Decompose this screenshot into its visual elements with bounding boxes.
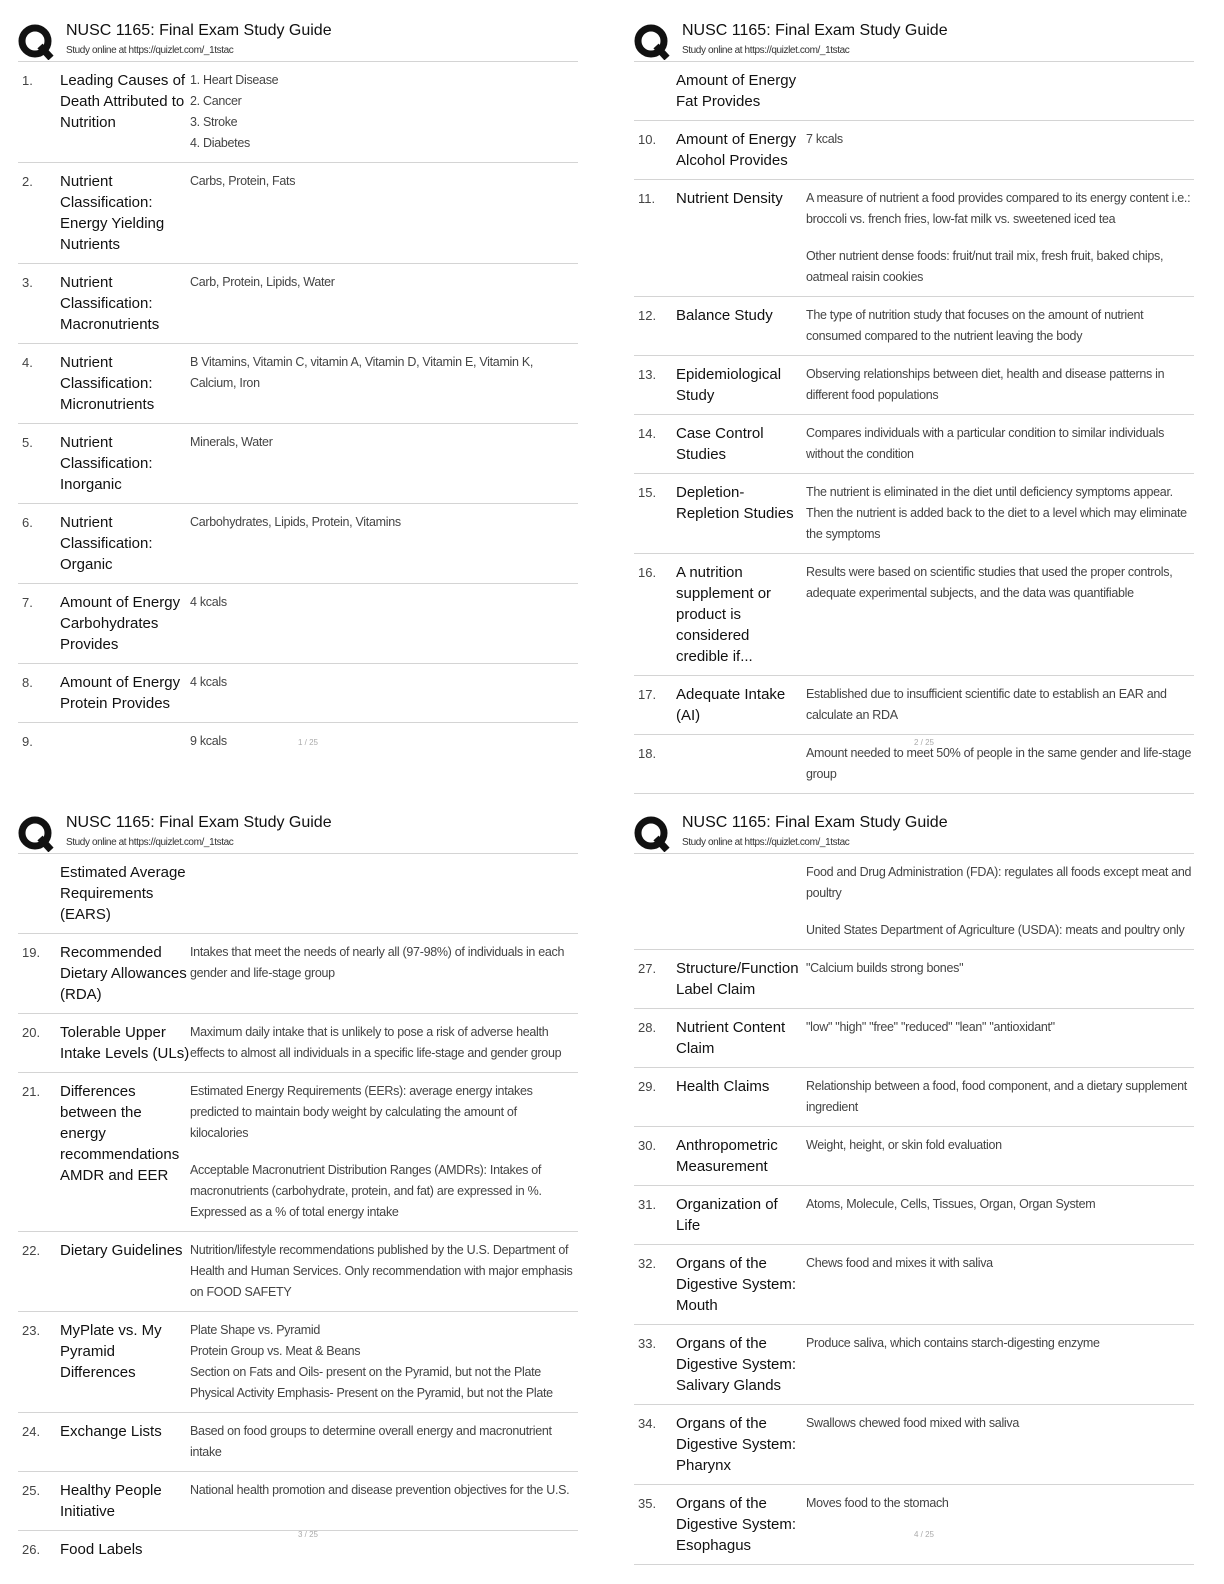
- definition-line: "Calcium builds strong bones": [806, 961, 964, 975]
- row-number: 16.: [638, 565, 657, 580]
- definition-line: Atoms, Molecule, Cells, Tissues, Organ, Organ System: [806, 1197, 1096, 1211]
- term: A nutrition supplement or product is considered credible if...: [676, 564, 772, 665]
- definition-paragraph: Estimated Energy Requirements (EERs): average energy intakes predicted to maintain body weight by calculating the amount of kilocalories: [190, 1084, 533, 1140]
- row-number: 23.: [22, 1323, 41, 1338]
- flashcard-row: [634, 415, 1194, 474]
- page-header: [634, 810, 1194, 854]
- row-number: 3.: [22, 275, 33, 290]
- quizlet-logo-icon: [18, 24, 54, 60]
- flashcard-list: [18, 62, 578, 760]
- definition-line: Relationship between a food, food component, and a dietary supplement ingredient: [806, 1079, 1187, 1114]
- definition-line: 4 kcals: [190, 675, 227, 689]
- flashcard-row: [634, 1068, 1194, 1127]
- page-number: 4 / 25: [913, 1530, 934, 1539]
- term: Nutrient Classification: Macronutrients: [60, 274, 160, 333]
- term: Structure/Function Label Claim: [676, 960, 799, 998]
- row-number: 20.: [22, 1025, 41, 1040]
- term: Nutrient Classification: Organic: [60, 514, 153, 573]
- row-number: 25.: [22, 1483, 41, 1498]
- definition-line: The type of nutrition study that focuses on the amount of nutrient consumed compared to the nutrient leaving the body: [806, 308, 1144, 343]
- definition: [806, 1135, 1194, 1177]
- term: Depletion-Repletion Studies: [676, 484, 794, 522]
- term: Balance Study: [676, 307, 773, 324]
- definition-paragraph: Other nutrient dense foods: fruit/nut trail mix, fresh fruit, baked chips, oatmeal raisin cookies: [806, 249, 1164, 284]
- flashcard-row: [18, 584, 578, 664]
- page-header: [634, 18, 1194, 62]
- definition-line: Maximum daily intake that is unlikely to pose a risk of adverse health effects to almost all individuals in a specific life-stage and gender group: [190, 1025, 562, 1060]
- definition: [190, 512, 578, 575]
- page-2: [634, 18, 1210, 781]
- flashcard-row: [18, 62, 578, 163]
- definition: [806, 423, 1194, 465]
- definition: [806, 1017, 1194, 1059]
- flashcard-row: [634, 180, 1194, 297]
- definition: [190, 1240, 578, 1303]
- study-online-link[interactable]: Study online at https://quizlet.com/_1tstac: [66, 45, 234, 56]
- definition-line: B Vitamins, Vitamin C, vitamin A, Vitamin D, Vitamin E, Vitamin K, Calcium, Iron: [190, 355, 534, 390]
- definition-line: 9 kcals: [190, 734, 227, 748]
- definition-line: Chews food and mixes it with saliva: [806, 1256, 993, 1270]
- row-number: [634, 862, 676, 941]
- definition-line: Amount needed to meet 50% of people in the same gender and life-stage group: [806, 746, 1192, 781]
- term: Estimated Average Requirements (EARS): [60, 864, 186, 923]
- page-header: [18, 18, 578, 62]
- flashcard-row: [18, 504, 578, 584]
- study-online-link[interactable]: Study online at https://quizlet.com/_1tstac: [682, 45, 850, 56]
- term: Exchange Lists: [60, 1423, 162, 1440]
- term: Organs of the Digestive System: Esophagus: [676, 1495, 797, 1554]
- definition: [190, 592, 578, 655]
- definition: [806, 684, 1194, 726]
- flashcard-row: [18, 264, 578, 344]
- row-number: 6.: [22, 515, 33, 530]
- flashcard-list: [18, 854, 578, 1568]
- flashcard-row: [18, 1472, 578, 1531]
- definition: [806, 129, 1194, 171]
- definition-paragraph: Acceptable Macronutrient Distribution Ranges (AMDRs): Intakes of macronutrients (carbohydrate, protein, and fat) are expressed in %. Expressed as a % of total energy intake: [190, 1163, 542, 1219]
- flashcard-row: [634, 1186, 1194, 1245]
- flashcard-row: [634, 554, 1194, 676]
- page-number: 3 / 25: [297, 1530, 318, 1539]
- term: Case Control Studies: [676, 425, 764, 463]
- row-number: 10.: [638, 132, 657, 147]
- definition: [190, 1539, 578, 1560]
- row-number: 9.: [22, 734, 33, 749]
- definition-line: Compares individuals with a particular condition to similar individuals without the condition: [806, 426, 1165, 461]
- flashcard-row: [18, 344, 578, 424]
- page-number: 2 / 25: [913, 738, 934, 747]
- row-number: 22.: [22, 1243, 41, 1258]
- definition: [806, 562, 1194, 667]
- row-number: 34.: [638, 1416, 657, 1431]
- definition: [190, 942, 578, 1005]
- row-number: 11.: [638, 191, 656, 206]
- flashcard-row: [18, 854, 578, 934]
- row-number: 5.: [22, 435, 33, 450]
- row-number: [634, 70, 676, 112]
- quizlet-logo-icon: [634, 816, 670, 852]
- definition: [806, 482, 1194, 545]
- definition: [190, 1421, 578, 1463]
- term: Epidemiological Study: [676, 366, 782, 404]
- definition-line: "low" "high" "free" "reduced" "lean" "antioxidant": [806, 1020, 1055, 1034]
- definition-line: Carbohydrates, Lipids, Protein, Vitamins: [190, 515, 401, 529]
- definition: [190, 1320, 578, 1404]
- flashcard-row: [634, 854, 1194, 950]
- row-number: 21.: [22, 1084, 41, 1099]
- row-number: 8.: [22, 675, 33, 690]
- flashcard-row: [18, 1232, 578, 1312]
- flashcard-row: [634, 676, 1194, 735]
- definition-line: 2. Cancer: [190, 94, 242, 108]
- definition: [806, 1333, 1194, 1396]
- term: Health Claims: [676, 1078, 770, 1095]
- definition: [806, 1194, 1194, 1236]
- definition: [806, 1253, 1194, 1316]
- definition-line: 4 kcals: [190, 595, 227, 609]
- flashcard-row: [18, 1014, 578, 1073]
- term: [60, 731, 190, 752]
- definition: [190, 1480, 578, 1522]
- term: Food Labels: [60, 1541, 143, 1558]
- term: Adequate Intake (AI): [676, 686, 786, 724]
- term: Recommended Dietary Allowances (RDA): [60, 944, 187, 1003]
- flashcard-row: [18, 1312, 578, 1413]
- definition-line: Minerals, Water: [190, 435, 273, 449]
- flashcard-row: [18, 934, 578, 1014]
- definition-line: 7 kcals: [806, 132, 843, 146]
- flashcard-row: [18, 1413, 578, 1472]
- definition-line: Carb, Protein, Lipids, Water: [190, 275, 335, 289]
- definition-paragraph: United States Department of Agriculture (USDA): meats and poultry only: [806, 923, 1185, 937]
- row-number: 17.: [638, 687, 657, 702]
- definition-line: Plate Shape vs. Pyramid: [190, 1323, 320, 1337]
- term: Differences between the energy recommendations AMDR and EER: [60, 1083, 180, 1184]
- row-number: 15.: [638, 485, 657, 500]
- page-header: [18, 810, 578, 854]
- flashcard-list: [634, 854, 1194, 1565]
- definition-line: National health promotion and disease prevention objectives for the U.S.: [190, 1483, 570, 1497]
- term: Organs of the Digestive System: Pharynx: [676, 1415, 797, 1474]
- term: Anthropometric Measurement: [676, 1137, 778, 1175]
- term: Tolerable Upper Intake Levels (ULs): [60, 1024, 190, 1062]
- flashcard-row: [634, 1245, 1194, 1325]
- definition-line: Produce saliva, which contains starch-digesting enzyme: [806, 1336, 1100, 1350]
- flashcard-row: [634, 474, 1194, 554]
- flashcard-row: [634, 1009, 1194, 1068]
- definition-line: 3. Stroke: [190, 115, 238, 129]
- definition: [190, 70, 578, 154]
- definition: [190, 272, 578, 335]
- flashcard-row: [634, 62, 1194, 121]
- definition: [806, 305, 1194, 347]
- term: Dietary Guidelines: [60, 1242, 183, 1259]
- term: Nutrient Classification: Inorganic: [60, 434, 153, 493]
- flashcard-row: [634, 356, 1194, 415]
- term: [676, 743, 806, 785]
- row-number: 27.: [638, 961, 657, 976]
- row-number: 29.: [638, 1079, 657, 1094]
- flashcard-row: [634, 1405, 1194, 1485]
- page-1: [18, 18, 594, 766]
- page-title: NUSC 1165: Final Exam Study Guide: [66, 22, 332, 39]
- term: Organs of the Digestive System: Mouth: [676, 1255, 797, 1314]
- term: Amount of Energy Alcohol Provides: [676, 131, 797, 169]
- definition-line: Section on Fats and Oils- present on the Pyramid, but not the Plate: [190, 1365, 541, 1379]
- definition: [806, 70, 1194, 112]
- term: Nutrient Classification: Energy Yielding Nutrients: [60, 173, 165, 253]
- row-number: 32.: [638, 1256, 657, 1271]
- flashcard-row: [18, 664, 578, 723]
- definition: [190, 352, 578, 415]
- page-4: [634, 810, 1210, 1558]
- term: Leading Causes of Death Attributed to Nutrition: [60, 72, 186, 131]
- definition-line: Protein Group vs. Meat & Beans: [190, 1344, 361, 1358]
- row-number: [18, 862, 60, 925]
- definition-line: Weight, height, or skin fold evaluation: [806, 1138, 1002, 1152]
- definition: [190, 1022, 578, 1064]
- row-number: 33.: [638, 1336, 657, 1351]
- definition-line: 1. Heart Disease: [190, 73, 279, 87]
- term: Amount of Energy Fat Provides: [676, 72, 797, 110]
- flashcard-row: [634, 1325, 1194, 1405]
- definition-line: Observing relationships between diet, health and disease patterns in different food populations: [806, 367, 1165, 402]
- page-3: [18, 810, 594, 1558]
- definition-line: Established due to insufficient scientific date to establish an EAR and calculate an RDA: [806, 687, 1167, 722]
- page-title: NUSC 1165: Final Exam Study Guide: [682, 22, 948, 39]
- term: [676, 862, 806, 941]
- definition-paragraph: A measure of nutrient a food provides compared to its energy content i.e.: broccoli vs. french fries, low-fat milk vs. sweetened iced tea: [806, 191, 1191, 226]
- row-number: 35.: [638, 1496, 657, 1511]
- flashcard-row: [634, 297, 1194, 356]
- row-number: 30.: [638, 1138, 657, 1153]
- definition-line: Physical Activity Emphasis- Present on the Pyramid, but not the Plate: [190, 1386, 553, 1400]
- study-online-link[interactable]: Study online at https://quizlet.com/_1tstac: [66, 837, 234, 848]
- definition-line: The nutrient is eliminated in the diet until deficiency symptoms appear. Then the nutrient is added back to the diet to a level which may eliminate the symptoms: [806, 485, 1187, 541]
- definition: [806, 188, 1194, 288]
- row-number: 12.: [638, 308, 657, 323]
- flashcard-row: [634, 1485, 1194, 1565]
- term: Organization of Life: [676, 1196, 778, 1234]
- flashcard-row: [634, 121, 1194, 180]
- definition-paragraph: Food and Drug Administration (FDA): regulates all foods except meat and poultry: [806, 865, 1192, 900]
- row-number: 1.: [22, 73, 33, 88]
- row-number: 24.: [22, 1424, 41, 1439]
- page-title: NUSC 1165: Final Exam Study Guide: [682, 814, 948, 831]
- row-number: 31.: [638, 1197, 657, 1212]
- definition: [190, 432, 578, 495]
- flashcard-row: [18, 163, 578, 264]
- row-number: 19.: [22, 945, 41, 960]
- row-number: 26.: [22, 1542, 41, 1557]
- row-number: 2.: [22, 174, 33, 189]
- definition: [806, 862, 1194, 941]
- row-number: 7.: [22, 595, 33, 610]
- definition-line: Moves food to the stomach: [806, 1496, 949, 1510]
- definition-line: Intakes that meet the needs of nearly all (97-98%) of individuals in each gender and life-stage group: [190, 945, 565, 980]
- row-number: 4.: [22, 355, 33, 370]
- definition-line: Based on food groups to determine overall energy and macronutrient intake: [190, 1424, 552, 1459]
- definition-line: Results were based on scientific studies that used the proper controls, adequate experimental subjects, and the data was quantifiable: [806, 565, 1173, 600]
- definition: [190, 171, 578, 255]
- definition: [806, 364, 1194, 406]
- quizlet-logo-icon: [634, 24, 670, 60]
- definition-line: Nutrition/lifestyle recommendations published by the U.S. Department of Health and Human Services. Only recommendation with major emphasis on FOOD SAFETY: [190, 1243, 573, 1299]
- flashcard-list: [634, 62, 1194, 794]
- term: MyPlate vs. My Pyramid Differences: [60, 1322, 162, 1381]
- quizlet-logo-icon: [18, 816, 54, 852]
- flashcard-row: [634, 950, 1194, 1009]
- study-online-link[interactable]: Study online at https://quizlet.com/_1tstac: [682, 837, 850, 848]
- flashcard-row: [18, 1073, 578, 1232]
- flashcard-row: [634, 1127, 1194, 1186]
- definition-line: 4. Diabetes: [190, 136, 250, 150]
- definition: [806, 1493, 1194, 1556]
- definition: [806, 958, 1194, 1000]
- term: Nutrient Content Claim: [676, 1019, 786, 1057]
- row-number: 28.: [638, 1020, 657, 1035]
- definition: [806, 743, 1194, 785]
- term: Organs of the Digestive System: Salivary Glands: [676, 1335, 797, 1394]
- term: Nutrient Classification: Micronutrients: [60, 354, 155, 413]
- definition: [190, 731, 578, 752]
- term: Nutrient Density: [676, 190, 783, 207]
- row-number: 18.: [638, 746, 657, 761]
- definition-line: Carbs, Protein, Fats: [190, 174, 296, 188]
- definition: [190, 672, 578, 714]
- row-number: 14.: [638, 426, 657, 441]
- definition: [806, 1413, 1194, 1476]
- term: Amount of Energy Protein Provides: [60, 674, 181, 712]
- page-title: NUSC 1165: Final Exam Study Guide: [66, 814, 332, 831]
- definition: [190, 862, 578, 925]
- row-number: 13.: [638, 367, 657, 382]
- definition: [806, 1076, 1194, 1118]
- term: Amount of Energy Carbohydrates Provides: [60, 594, 181, 653]
- definition: [190, 1081, 578, 1223]
- page-number: 1 / 25: [297, 738, 318, 747]
- term: Healthy People Initiative: [60, 1482, 162, 1520]
- flashcard-row: [18, 424, 578, 504]
- definition-line: Swallows chewed food mixed with saliva: [806, 1416, 1020, 1430]
